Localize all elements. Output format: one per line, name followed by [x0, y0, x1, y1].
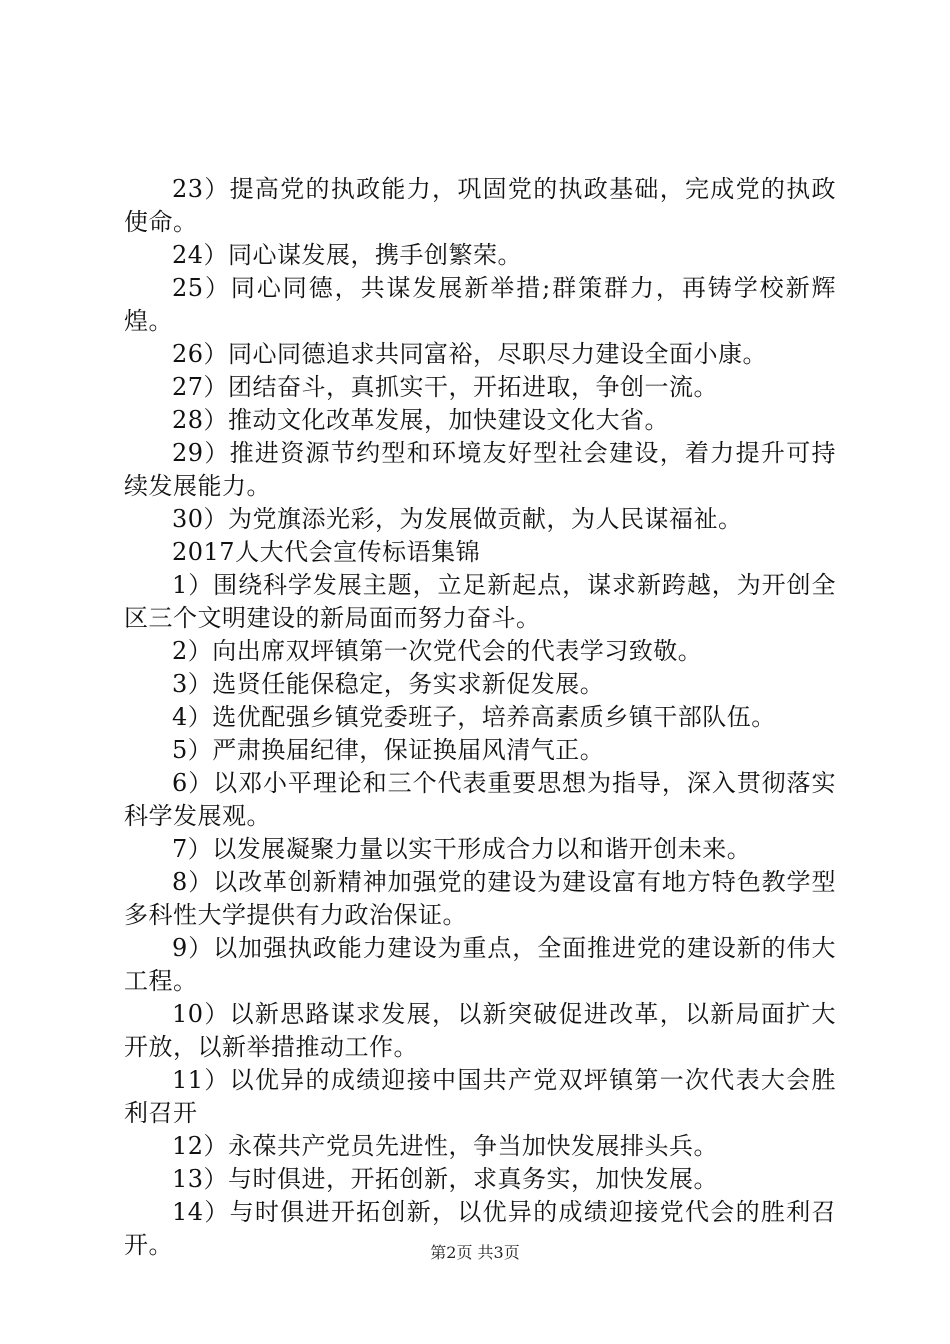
paragraph: 4）选优配强乡镇党委班子，培养高素质乡镇干部队伍。: [172, 703, 776, 731]
paragraph: 24）同心谋发展，携手创繁荣。: [172, 241, 523, 269]
paragraph: 30）为党旗添光彩，为发展做贡献，为人民谋福祉。: [172, 505, 743, 533]
paragraph: 11）以优异的成绩迎接中国共产党双坪镇第一次代表大会胜利召开: [124, 1066, 836, 1127]
section-heading: 2017人大代会宣传标语集锦: [172, 538, 481, 566]
page-number: 第2页 共3页: [430, 1243, 520, 1262]
paragraph: 26）同心同德追求共同富裕，尽职尽力建设全面小康。: [172, 340, 768, 368]
paragraph: 23）提高党的执政能力，巩固党的执政基础，完成党的执政使命。: [124, 175, 836, 236]
paragraph: 7）以发展凝聚力量以实干形成合力以和谐开创未来。: [172, 835, 752, 863]
paragraph: 1）围绕科学发展主题，立足新起点，谋求新跨越，为开创全区三个文明建设的新局面而努力奋斗。: [124, 571, 836, 632]
paragraph: 6）以邓小平理论和三个代表重要思想为指导，深入贯彻落实科学发展观。: [124, 769, 836, 830]
paragraph: 9）以加强执政能力建设为重点，全面推进党的建设新的伟大工程。: [124, 934, 836, 995]
paragraph: 13）与时俱进，开拓创新，求真务实，加快发展。: [172, 1165, 719, 1193]
paragraph: 28）推动文化改革发展，加快建设文化大省。: [172, 406, 670, 434]
paragraph: 10）以新思路谋求发展，以新突破促进改革，以新局面扩大开放，以新举措推动工作。: [124, 1000, 836, 1061]
paragraph: 25）同心同德，共谋发展新举措;群策群力，再铸学校新辉煌。: [124, 274, 836, 335]
paragraph: 12）永葆共产党员先进性，争当加快发展排头兵。: [172, 1132, 719, 1160]
paragraph: 8）以改革创新精神加强党的建设为建设富有地方特色教学型多科性大学提供有力政治保证。: [124, 868, 836, 929]
page-footer: [0, 1243, 950, 1263]
paragraph: 14）与时俱进开拓创新，以优异的成绩迎接党代会的胜利召开。: [124, 1198, 836, 1259]
paragraph: 5）严肃换届纪律，保证换届风清气正。: [172, 736, 605, 764]
paragraph: 29）推进资源节约型和环境友好型社会建设，着力提升可持续发展能力。: [124, 439, 836, 500]
paragraph: 27）团结奋斗，真抓实干，开拓进取，争创一流。: [172, 373, 719, 401]
document-body: [124, 173, 836, 1262]
paragraph: 2）向出席双坪镇第一次党代会的代表学习致敬。: [172, 637, 703, 665]
paragraph: 3）选贤任能保稳定，务实求新促发展。: [172, 670, 605, 698]
